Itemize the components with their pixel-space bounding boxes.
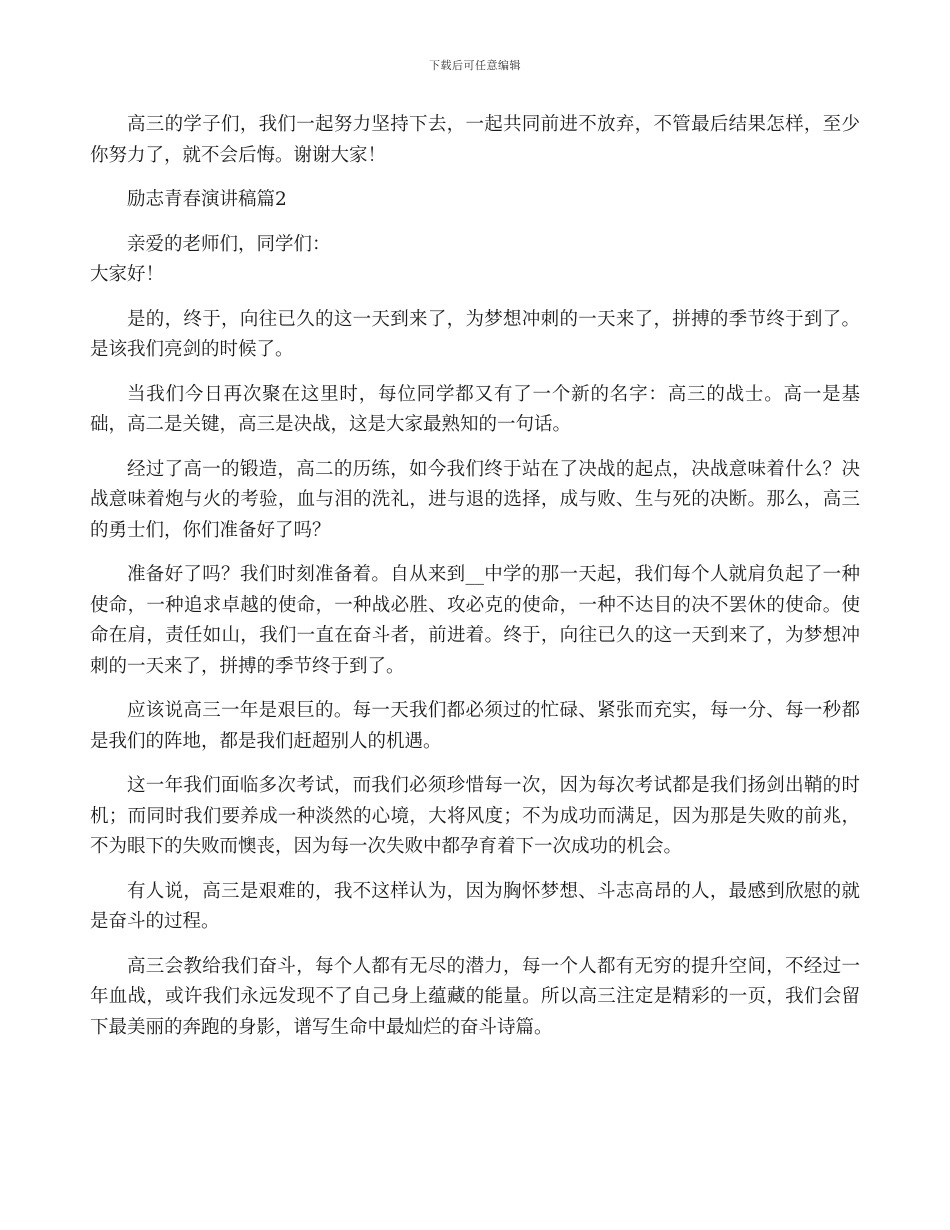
greeting: 大家好！ xyxy=(90,264,165,285)
paragraph: 经过了高一的锻造，高二的历练，如今我们终于站在了决战的起点，决战意味着什么？决战意味着炮与火的考验，血与泪的洗礼，进与退的选择，成与败、生与死的决断。那么，高三的勇士们，你们准备好了吗？ xyxy=(90,458,860,541)
header-note: 下载后可任意编辑 xyxy=(429,59,521,72)
paragraph: 高三会教给我们奋斗，每个人都有无尽的潜力，每一个人都有无穷的提升空间，不经过一年血战，或许我们永远发现不了自己身上蕴藏的能量。所以高三注定是精彩的一页，我们会留下最美丽的奔跑的身影，谱写生命中最灿烂的奋斗诗篇。 xyxy=(90,955,860,1038)
paragraph: 当我们今日再次聚在这里时，每位同学都又有了一个新的名字：高三的战士。高一是基础，高二是关键，高三是决战，这是大家最熟知的一句话。 xyxy=(90,383,860,435)
paragraph: 这一年我们面临多次考试，而我们必须珍惜每一次，因为每次考试都是我们扬剑出鞘的时机；而同时我们要养成一种淡然的心境，大将风度；不为成功而满足，因为那是失败的前兆，不为眼下的失败而懊丧，因为每一次失败中都孕育着下一次成功的机会。 xyxy=(90,775,860,857)
section-heading: 励志青春演讲稿篇2 xyxy=(127,189,287,210)
document-body xyxy=(90,110,860,1057)
paragraph: 应该说高三一年是艰巨的。每一天我们都必须过的忙碌、紧张而充实，每一分、每一秒都是我们的阵地，都是我们赶超别人的机遇。 xyxy=(90,700,860,752)
paragraph-closing: 高三的学子们，我们一起努力坚持下去，一起共同前进不放弃，不管最后结果怎样，至少你努力了，就不会后悔。谢谢大家！ xyxy=(90,114,860,166)
paragraph: 是的，终于，向往已久的这一天到来了，为梦想冲刺的一天来了，拼搏的季节终于到了。是该我们亮剑的时候了。 xyxy=(90,308,860,360)
paragraph: 有人说，高三是艰难的，我不这样认为，因为胸怀梦想、斗志高昂的人，最感到欣慰的就是奋斗的过程。 xyxy=(90,880,860,932)
paragraph: 准备好了吗？我们时刻准备着。自从来到__中学的那一天起，我们每个人就肩负起了一种使命，一种追求卓越的使命，一种战必胜、攻必克的使命，一种不达目的决不罢休的使命。使命在肩，责任如山，我们一直在奋斗者，前进着。终于，向往已久的这一天到来了，为梦想冲刺的一天来了，拼搏的季节终于到了。 xyxy=(90,564,860,677)
salutation: 亲爱的老师们，同学们： xyxy=(127,233,331,255)
